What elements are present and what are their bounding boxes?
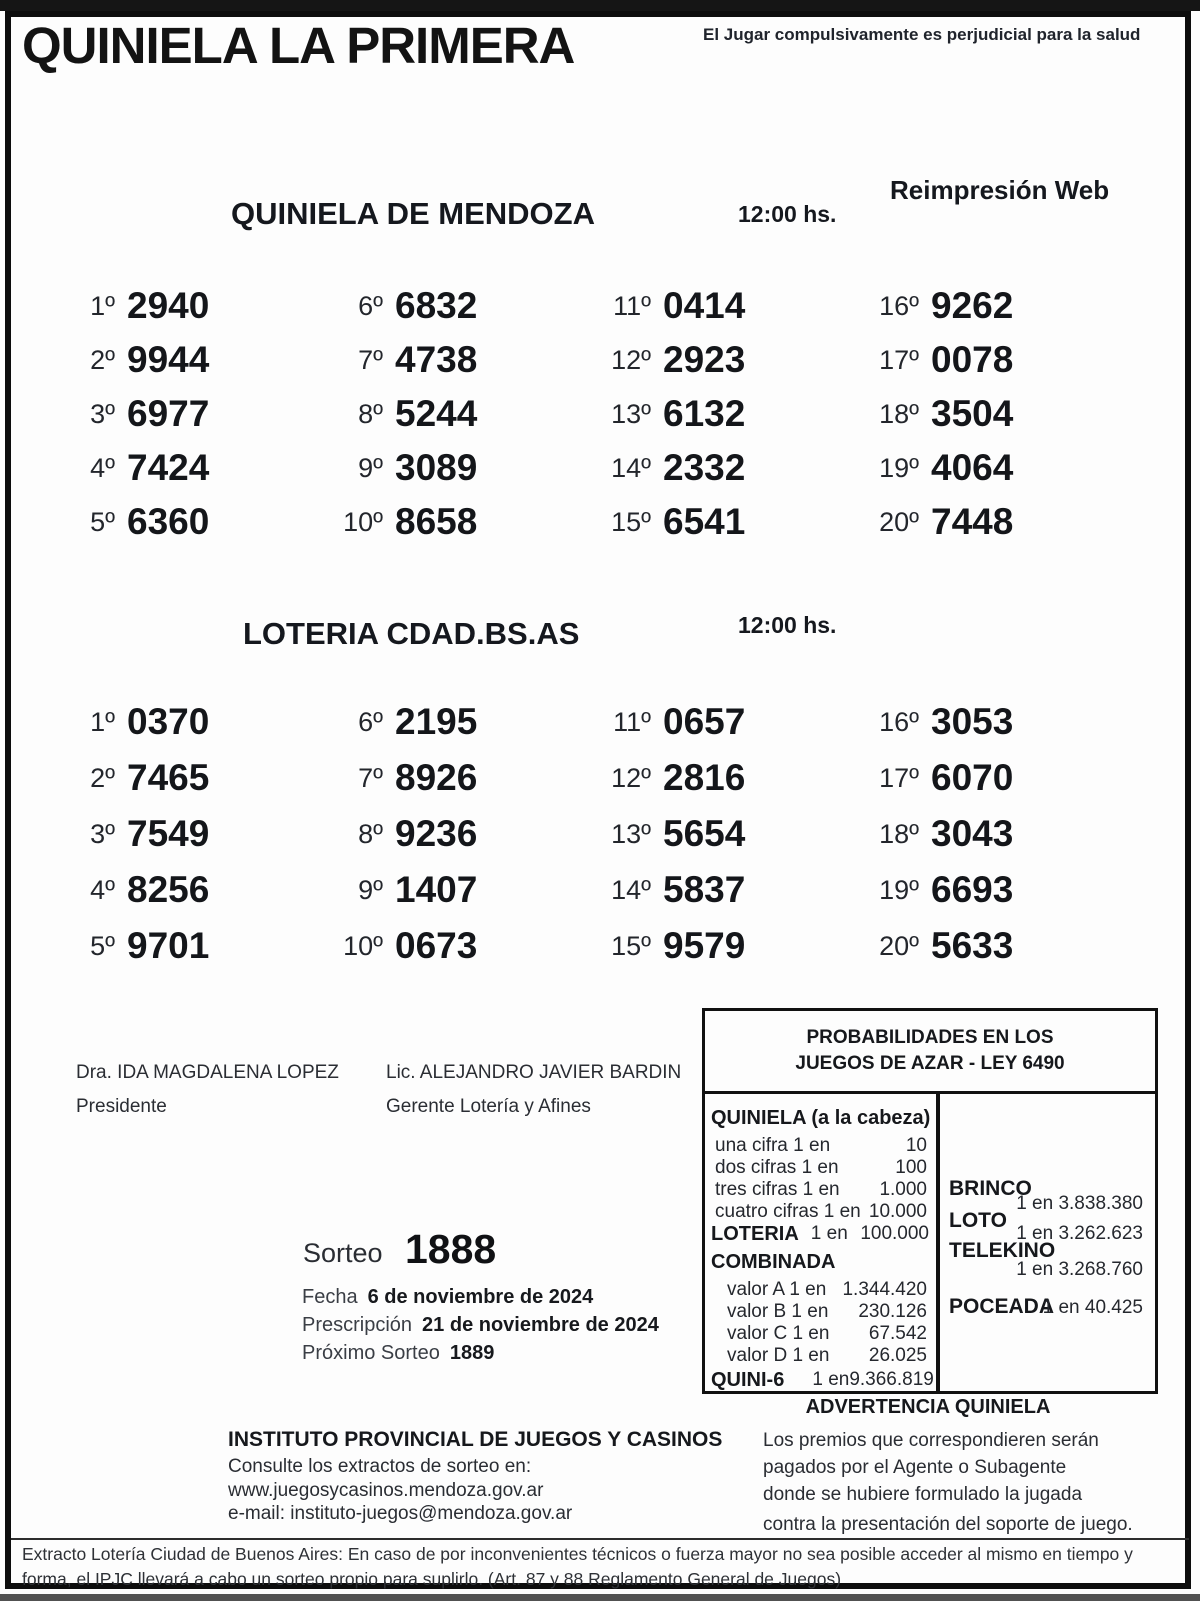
result-item <box>308 806 576 862</box>
instituto-consult: Consulte los extractos de sorteo en: <box>228 1456 532 1477</box>
result-number: 9262 <box>931 285 1014 326</box>
advertencia-line: donde se hubiere formulado la jugada <box>763 1484 1083 1505</box>
quini6-mid: 1 en <box>812 1369 850 1390</box>
fecha-row <box>302 1286 593 1309</box>
result-number: 6360 <box>127 501 210 542</box>
president-name: Dra. IDA MAGDALENA LOPEZ <box>76 1062 339 1083</box>
bsas-time: 12:00 hs. <box>738 612 837 638</box>
result-item <box>576 806 844 862</box>
result-item <box>576 279 844 333</box>
result-position: 12º <box>611 762 651 793</box>
result-item <box>576 333 844 387</box>
result-position: 10º <box>343 930 383 961</box>
odds-row <box>715 1201 927 1223</box>
scan-top-edge <box>0 0 1200 11</box>
quiniela-odds-rows <box>715 1135 927 1223</box>
bsas-results-grid <box>40 694 1112 974</box>
result-number: 6693 <box>931 869 1014 910</box>
probabilities-box <box>702 1008 1158 1394</box>
result-number: 2816 <box>663 757 746 798</box>
result-item <box>40 441 308 495</box>
odds-label: valor C 1 en <box>727 1323 830 1344</box>
result-position: 7º <box>358 344 383 375</box>
loto-label: LOTO <box>949 1209 1007 1232</box>
result-position: 6º <box>358 706 383 737</box>
result-position: 15º <box>611 506 651 537</box>
result-number: 0078 <box>931 339 1014 380</box>
result-position: 18º <box>879 818 919 849</box>
result-number: 8658 <box>395 501 478 542</box>
result-position: 11º <box>613 290 651 321</box>
result-item <box>308 441 576 495</box>
result-item <box>576 694 844 750</box>
prescripcion-value: 21 de noviembre de 2024 <box>422 1314 659 1336</box>
result-item <box>308 387 576 441</box>
result-item <box>576 441 844 495</box>
proximo-sorteo-value: 1889 <box>449 1342 495 1364</box>
result-position: 9º <box>358 452 383 483</box>
probabilities-title-line2: JUEGOS DE AZAR - LEY 6490 <box>795 1053 1065 1074</box>
advertencia-line: Los premios que correspondieren serán <box>763 1430 1099 1451</box>
result-number: 0673 <box>395 925 478 966</box>
loteria-odds-row <box>711 1223 929 1246</box>
odds-label: valor D 1 en <box>727 1345 830 1366</box>
fecha-label: Fecha <box>302 1286 358 1308</box>
odds-row <box>715 1157 927 1179</box>
brinco-odds: 1 en 3.838.380 <box>1016 1193 1143 1214</box>
result-number: 7448 <box>931 501 1014 542</box>
footer-divider <box>11 1538 1189 1540</box>
prescripcion-label: Prescripción <box>302 1314 413 1336</box>
result-item <box>40 862 308 918</box>
result-position: 9º <box>358 874 383 905</box>
loteria-value: 100.000 <box>860 1223 929 1244</box>
reprint-web-label: Reimpresión Web <box>890 175 1110 205</box>
probabilities-title-line1: PROBABILIDADES EN LOS <box>806 1027 1054 1048</box>
sorteo-label: Sorteo <box>303 1238 383 1268</box>
quini6-value: 9.366.819 <box>849 1369 934 1390</box>
result-number: 6832 <box>395 285 478 326</box>
mendoza-time: 12:00 hs. <box>738 201 837 227</box>
result-number: 0370 <box>127 701 210 742</box>
result-position: 4º <box>90 874 115 905</box>
result-position: 16º <box>879 706 919 737</box>
result-position: 19º <box>879 874 919 905</box>
result-position: 4º <box>90 452 115 483</box>
odds-row <box>715 1179 927 1201</box>
result-item <box>844 387 1112 441</box>
advertencia-line: pagados por el Agente o Subagente <box>763 1457 1067 1478</box>
result-item <box>576 918 844 974</box>
probabilities-divider <box>936 1094 940 1391</box>
result-item <box>40 806 308 862</box>
result-position: 12º <box>611 344 651 375</box>
result-position: 14º <box>611 874 651 905</box>
result-item <box>40 750 308 806</box>
result-position: 20º <box>879 930 919 961</box>
result-number: 2940 <box>127 285 210 326</box>
result-position: 18º <box>879 398 919 429</box>
result-number: 4738 <box>395 339 478 380</box>
odds-row <box>727 1279 927 1301</box>
brinco-label: BRINCO <box>949 1177 1032 1200</box>
result-number: 3504 <box>931 393 1014 434</box>
result-item <box>308 495 576 549</box>
result-position: 17º <box>879 762 919 793</box>
result-position: 8º <box>358 398 383 429</box>
result-item <box>308 862 576 918</box>
health-warning: El Jugar compulsivamente es perjudicial para la salud <box>703 25 1141 44</box>
combinada-heading: COMBINADA <box>711 1251 836 1273</box>
prescripcion-row <box>302 1314 659 1337</box>
scan-bottom-edge <box>0 1594 1200 1601</box>
odds-label: tres cifras 1 en <box>715 1179 840 1200</box>
president-role: Presidente <box>76 1096 167 1117</box>
advertencia-line: contra la presentación del soporte de juego. <box>763 1514 1133 1535</box>
bsas-section-title: LOTERIA CDAD.BS.AS <box>243 616 580 651</box>
proximo-sorteo-label: Próximo Sorteo <box>302 1342 440 1364</box>
advertencia-text <box>763 1430 1133 1541</box>
result-number: 3089 <box>395 447 478 488</box>
result-position: 14º <box>611 452 651 483</box>
result-item <box>40 333 308 387</box>
result-position: 7º <box>358 762 383 793</box>
result-item <box>576 862 844 918</box>
odds-value: 230.126 <box>858 1301 927 1322</box>
result-item <box>844 750 1112 806</box>
result-position: 5º <box>90 506 115 537</box>
result-item <box>844 694 1112 750</box>
result-position: 13º <box>611 818 651 849</box>
result-number: 7549 <box>127 813 210 854</box>
result-position: 2º <box>90 762 115 793</box>
result-position: 2º <box>90 344 115 375</box>
result-number: 9579 <box>663 925 746 966</box>
manager-role: Gerente Lotería y Afines <box>386 1096 591 1117</box>
result-position: 3º <box>90 818 115 849</box>
result-item <box>576 750 844 806</box>
result-position: 20º <box>879 506 919 537</box>
odds-value: 26.025 <box>868 1345 927 1366</box>
result-position: 16º <box>879 290 919 321</box>
result-number: 4064 <box>931 447 1014 488</box>
quiniela-heading: QUINIELA (a la cabeza) <box>711 1107 931 1129</box>
result-item <box>308 279 576 333</box>
fecha-value: 6 de noviembre de 2024 <box>367 1286 594 1308</box>
probabilities-title <box>705 1011 1155 1094</box>
footer-note-line1: Extracto Lotería Ciudad de Buenos Aires: En caso de por inconvenientes técnicos o fuerza mayor no sea posible acceder al mismo en tiempo y <box>22 1544 1133 1564</box>
result-item <box>308 694 576 750</box>
result-position: 15º <box>611 930 651 961</box>
result-number: 6541 <box>663 501 746 542</box>
odds-label: valor B 1 en <box>727 1301 829 1322</box>
result-item <box>844 806 1112 862</box>
sorteo-number: 1888 <box>405 1226 497 1272</box>
odds-value: 100 <box>895 1157 927 1178</box>
odds-label: cuatro cifras 1 en <box>715 1201 861 1222</box>
result-item <box>40 279 308 333</box>
poceada-label: POCEADA <box>949 1295 1055 1318</box>
instituto-name: INSTITUTO PROVINCIAL DE JUEGOS Y CASINOS <box>228 1428 723 1451</box>
result-position: 19º <box>879 452 919 483</box>
result-number: 1407 <box>395 869 478 910</box>
result-position: 1º <box>90 290 115 321</box>
result-number: 8256 <box>127 869 210 910</box>
result-item <box>844 862 1112 918</box>
odds-value: 1.344.420 <box>842 1279 927 1300</box>
result-item <box>40 918 308 974</box>
result-number: 2195 <box>395 701 478 742</box>
quini6-label: QUINI-6 <box>711 1369 785 1391</box>
result-number: 6070 <box>931 757 1014 798</box>
result-position: 1º <box>90 706 115 737</box>
result-position: 17º <box>879 344 919 375</box>
odds-label: una cifra 1 en <box>715 1135 831 1156</box>
result-number: 5654 <box>663 813 746 854</box>
mendoza-section-title: QUINIELA DE MENDOZA <box>231 196 595 231</box>
footer-note-line2: forma, el IPJC llevará a cabo un sorteo propio para suplirlo. (Art. 87 y 88 Reglamento General de Juegos) <box>22 1569 842 1589</box>
result-number: 3053 <box>931 701 1014 742</box>
result-number: 9236 <box>395 813 478 854</box>
odds-value: 1.000 <box>879 1179 927 1200</box>
result-number: 3043 <box>931 813 1014 854</box>
result-item <box>576 387 844 441</box>
odds-row <box>727 1345 927 1367</box>
result-number: 6132 <box>663 393 746 434</box>
result-item <box>844 918 1112 974</box>
result-position: 8º <box>358 818 383 849</box>
loteria-label: LOTERIA <box>711 1223 799 1245</box>
result-number: 2332 <box>663 447 746 488</box>
result-number: 0414 <box>663 285 746 326</box>
page-title: QUINIELA LA PRIMERA <box>22 17 575 74</box>
quini6-odds-row <box>711 1369 934 1392</box>
result-item <box>308 918 576 974</box>
result-item <box>40 694 308 750</box>
instituto-website: www.juegosycasinos.mendoza.gov.ar <box>228 1480 544 1501</box>
result-number: 5633 <box>931 925 1014 966</box>
result-position: 6º <box>358 290 383 321</box>
result-item <box>844 441 1112 495</box>
result-number: 9944 <box>127 339 210 380</box>
loteria-mid: 1 en <box>810 1223 848 1244</box>
result-item <box>844 279 1112 333</box>
odds-row <box>715 1135 927 1157</box>
result-item <box>844 495 1112 549</box>
telekino-odds: 1 en 3.268.760 <box>1016 1259 1143 1280</box>
proximo-sorteo-row <box>302 1342 494 1365</box>
result-item <box>844 333 1112 387</box>
result-number: 8926 <box>395 757 478 798</box>
result-position: 11º <box>613 706 651 737</box>
odds-row <box>727 1323 927 1345</box>
odds-label: valor A 1 en <box>727 1279 827 1300</box>
odds-row <box>727 1301 927 1323</box>
poceada-odds: 1 en 40.425 <box>1042 1297 1143 1318</box>
result-number: 0657 <box>663 701 746 742</box>
result-item <box>308 333 576 387</box>
instituto-email: e-mail: instituto-juegos@mendoza.gov.ar <box>228 1503 573 1524</box>
result-position: 3º <box>90 398 115 429</box>
result-number: 7424 <box>127 447 210 488</box>
result-number: 5837 <box>663 869 746 910</box>
advertencia-title: ADVERTENCIA QUINIELA <box>805 1396 1051 1418</box>
result-position: 10º <box>343 506 383 537</box>
result-position: 13º <box>611 398 651 429</box>
result-item <box>576 495 844 549</box>
odds-value: 67.542 <box>868 1323 927 1344</box>
telekino-label: TELEKINO <box>949 1239 1056 1262</box>
result-number: 6977 <box>127 393 210 434</box>
result-number: 2923 <box>663 339 746 380</box>
mendoza-results-grid <box>40 279 1112 549</box>
result-item <box>40 495 308 549</box>
result-position: 5º <box>90 930 115 961</box>
result-number: 7465 <box>127 757 210 798</box>
odds-value: 10 <box>905 1135 927 1156</box>
result-number: 9701 <box>127 925 210 966</box>
result-item <box>40 387 308 441</box>
odds-value: 10.000 <box>868 1201 927 1222</box>
result-number: 5244 <box>395 393 478 434</box>
result-item <box>308 750 576 806</box>
manager-name: Lic. ALEJANDRO JAVIER BARDIN <box>386 1062 682 1083</box>
odds-label: dos cifras 1 en <box>715 1157 839 1178</box>
combinada-odds-rows <box>727 1279 927 1367</box>
loto-odds: 1 en 3.262.623 <box>1016 1223 1143 1244</box>
